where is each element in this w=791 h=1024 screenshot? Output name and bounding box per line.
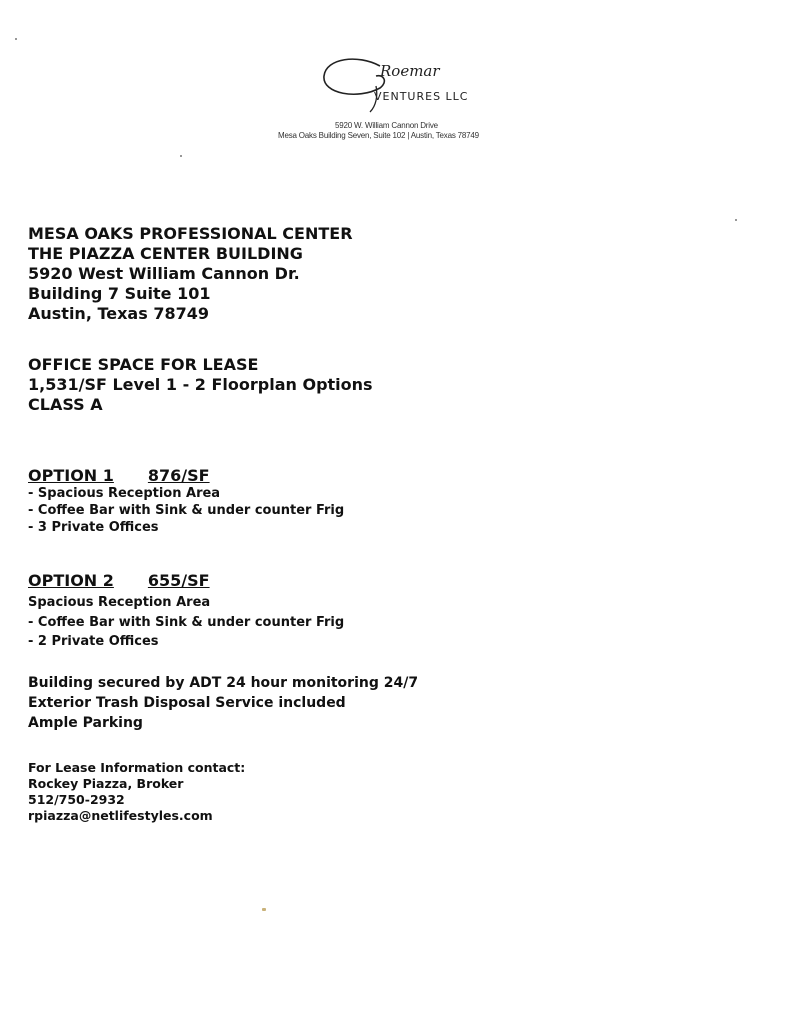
- company-logo: [318, 52, 498, 122]
- option2-heading: [28, 571, 210, 591]
- lease-summary-block: [28, 355, 373, 415]
- option1-size: 876/SF: [147, 466, 210, 485]
- option2-label: OPTION 2: [28, 571, 114, 590]
- lease-class: CLASS A: [28, 395, 103, 414]
- list-item: - 3 Private Offices: [28, 520, 159, 535]
- contact-block: [28, 760, 245, 824]
- letterhead-address-line2: Mesa Oaks Building Seven, Suite 102 | Austin, Texas 78749: [278, 131, 479, 140]
- feature-trash: Exterior Trash Disposal Service included: [28, 695, 346, 711]
- contact-email[interactable]: rpiazza@netlifestyles.com: [28, 808, 213, 823]
- lease-heading: OFFICE SPACE FOR LEASE: [28, 355, 259, 374]
- property-name: MESA OAKS PROFESSIONAL CENTER: [28, 224, 353, 243]
- contact-heading: For Lease Information contact:: [28, 760, 246, 775]
- scan-speck: [735, 219, 737, 221]
- feature-parking: Ample Parking: [28, 715, 143, 731]
- list-item: - 2 Private Offices: [28, 634, 159, 649]
- building-name: THE PIAZZA CENTER BUILDING: [28, 244, 303, 263]
- building-features: [28, 673, 418, 733]
- scan-speck: [262, 908, 266, 911]
- property-address-block: [28, 224, 353, 324]
- list-item: Spacious Reception Area: [28, 595, 211, 610]
- scan-speck: [180, 155, 182, 157]
- logo-subtitle: VENTURES LLC: [374, 90, 469, 103]
- option1-label: OPTION 1: [28, 466, 114, 485]
- option1-features: [28, 485, 344, 536]
- building-suite: Building 7 Suite 101: [28, 284, 211, 303]
- lease-size: 1,531/SF Level 1 - 2 Floorplan Options: [28, 375, 373, 394]
- option2-features: [28, 593, 344, 652]
- contact-name: Rockey Piazza, Broker: [28, 776, 184, 791]
- list-item: - Coffee Bar with Sink & under counter Frig: [28, 614, 345, 630]
- street-address: 5920 West William Cannon Dr.: [28, 264, 300, 283]
- logo-name: Roemar: [380, 62, 440, 80]
- city-state-zip: Austin, Texas 78749: [28, 304, 209, 323]
- list-item: - Spacious Reception Area: [28, 486, 221, 501]
- scan-speck: [15, 38, 17, 40]
- contact-phone[interactable]: 512/750-2932: [28, 792, 125, 807]
- option2-size: 655/SF: [147, 571, 210, 590]
- option1-heading: [28, 466, 210, 486]
- feature-security: Building secured by ADT 24 hour monitoring 24/7: [28, 675, 419, 691]
- letterhead-address-line1: 5920 W. William Cannon Drive: [335, 121, 438, 130]
- list-item: - Coffee Bar with Sink & under counter Frig: [28, 503, 345, 518]
